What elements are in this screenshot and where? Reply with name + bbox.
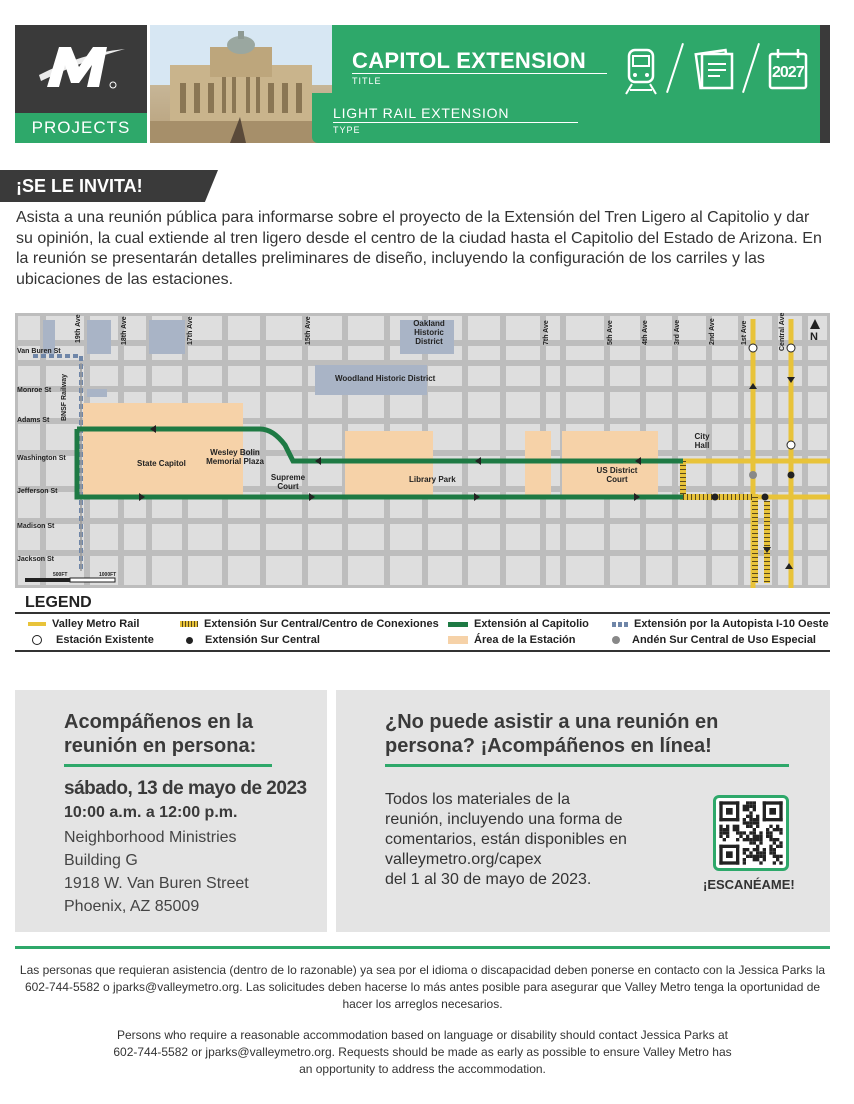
projects-label: PROJECTS [15,113,147,143]
heading-underline [64,764,272,767]
project-type: LIGHT RAIL EXTENSION [333,105,510,121]
footer-divider [15,946,830,949]
avenue-label: 15th Ave [305,316,312,345]
avenue-label: 5th Ave [607,320,614,345]
in-person-heading: Acompáñenos en la reunión en persona: [64,711,257,757]
dashed-line-swatch [612,622,628,627]
woodland-label: Woodland Historic District [335,374,436,383]
legend-divider [15,650,830,652]
footer-english: Persons who require a reasonable accommodation based on language or disability should contact Jessica Parks at 602-744-5582 or jparks@valleymetro.org. Requests should be made as early as possible to ensure Valley Metro has an opportunity to address the accommodation. [113,1028,732,1076]
legend-item: Extensión por la Autopista I-10 Oeste [612,618,829,630]
wesley-bolin-label: Wesley Bolin Memorial Plaza [206,448,264,466]
green-line-swatch [448,622,468,627]
online-line: Todos los materiales de la [385,791,570,808]
footer-spanish: Las personas que requieran asistencia (dentro de lo razonable) ya sea por el idioma o discapacidad deben ponerse en contacto con la Jessica Parks la 602-744-5582 o jparks@valleymetro.org. Las solicitudes deben hacerse lo más antes posible para asegurar que Valley Metro tenga la oportunidad de hacer los arreglos necesarios. [19,963,826,1011]
legend-divider [15,612,830,614]
dark-strip [820,25,830,143]
avenue-label: 7th Ave [543,320,550,345]
street-label: Jefferson St [17,488,58,495]
online-line: del 1 al 30 de mayo de 2023. [385,871,592,888]
special-platform-icon [612,636,620,644]
railway-label: BNSF Railway [61,373,68,421]
valley-metro-logo [15,25,147,143]
legend-item: Estación Existente [32,634,154,646]
title-underline [352,73,607,74]
invite-heading: ¡SE LE INVITA! [16,176,143,196]
north-label: N [810,331,818,343]
avenue-label: Central Ave [779,312,786,351]
online-line: reunión, incluyendo una forma de [385,811,623,828]
scale-1000-label: 1000FT [99,572,117,578]
metro-m-icon [37,35,127,95]
street-label: Madison St [17,523,55,530]
book-icon [694,48,736,97]
oakland-label: Oakland Historic District [413,319,445,346]
calendar-icon [767,46,809,97]
heading-underline [385,764,789,767]
address-line: Building G [64,852,138,869]
avenue-label: 1st Ave [741,320,748,345]
avenue-label: 17th Ave [187,316,194,345]
address-line: Phoenix, AZ 85009 [64,898,200,915]
address-line: Neighborhood Ministries [64,829,237,846]
street-label: Washington St [17,455,66,462]
invite-body: Asista a una reunión pública para informarse sobre el proyecto de la Extensión del Tren Ligero al Capitolio y dar su opinión, la cual extiende al tren ligero desde el centro de la ciudad hasta el Capitolio del Estado de Arizona. En la reunión se presentarán detalles preliminares de diseño, incluyendo la configuración de los carriles y las ubicaciones de las estaciones. [16,209,822,288]
online-link[interactable]: valleymetro.org/capex [385,851,542,868]
legend-item: Extensión al Capitolio [448,618,589,630]
legend-item: Extensión Sur Central/Centro de Conexiones [180,618,439,630]
us-district-court-label: US District Court [596,466,638,484]
street-label: Van Buren St [17,348,61,355]
street-label: Monroe St [17,387,52,394]
train-icon [624,46,658,101]
legend-title: LEGEND [25,594,92,611]
online-line: comentarios, están disponibles en [385,831,627,848]
scale-500-label: 500FT [53,572,68,578]
library-park-label: Library Park [409,475,456,484]
type-caption: TYPE [333,125,361,135]
year-label: 2027 [772,64,804,81]
project-title: CAPITOL EXTENSION [352,48,587,73]
supreme-court-label: Supreme Court [270,473,306,491]
state-capitol-label: State Capitol [137,459,186,468]
title-caption: TITLE [352,76,382,86]
legend-item: Extensión Sur Central [186,634,320,646]
route-map [15,313,830,588]
station-area-swatch [448,636,468,644]
yellow-line-swatch [28,622,46,626]
online-heading: ¿No puede asistir a una reunión en persona? ¡Acompáñenos en línea! [385,711,719,757]
address-line: 1918 W. Van Buren Street [64,875,249,892]
avenue-label: 18th Ave [121,316,128,345]
avenue-label: 19th Ave [75,314,82,343]
qr-code-icon[interactable] [713,795,789,871]
type-underline [333,122,578,123]
meeting-date: sábado, 13 de mayo de 2023 [64,778,307,799]
street-label: Adams St [17,417,50,424]
city-hall-label: City Hall [694,432,710,450]
avenue-label: 4th Ave [642,320,649,345]
legend-item: Valley Metro Rail [28,618,139,630]
striped-line-swatch [180,621,198,627]
existing-station-icon [32,635,42,645]
capitol-building-photo [150,25,332,143]
meeting-address [64,826,249,918]
avenue-label: 3rd Ave [674,319,681,345]
online-body [385,790,685,890]
scan-label: ¡ESCANÉAME! [703,877,795,892]
south-central-station-icon [186,637,193,644]
street-label: Jackson St [17,556,54,563]
legend-item: Área de la Estación [448,634,576,646]
avenue-label: 2nd Ave [709,318,716,345]
legend-item: Andén Sur Central de Uso Especial [612,634,816,646]
meeting-time: 10:00 a.m. a 12:00 p.m. [64,804,238,821]
